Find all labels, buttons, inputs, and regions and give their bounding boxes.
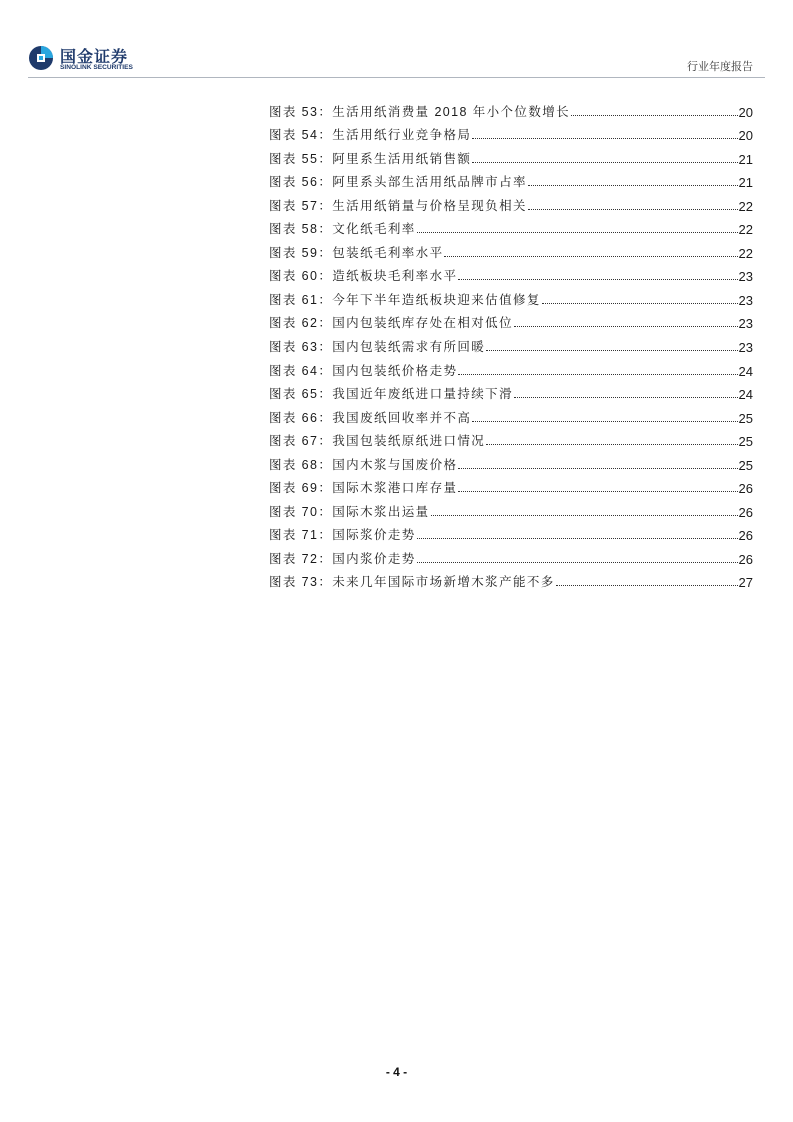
- toc-entry[interactable]: [269, 567, 753, 591]
- toc-entry-title: 图表 70：国际木浆出运量: [269, 504, 430, 519]
- toc-entry[interactable]: [269, 520, 753, 544]
- toc-dot-leader: [542, 302, 738, 304]
- toc-entry-page: 24: [738, 363, 753, 379]
- figure-list: [269, 96, 753, 590]
- toc-entry-page: 23: [738, 316, 753, 332]
- header-divider: [28, 77, 765, 78]
- toc-entry-title: 图表 62：国内包装纸库存处在相对低位: [269, 316, 513, 331]
- toc-entry-title: 图表 71：国际浆价走势: [269, 528, 416, 543]
- toc-entry[interactable]: [269, 496, 753, 520]
- toc-dot-leader: [458, 467, 737, 469]
- logo-chinese-name: 国金证券: [60, 47, 129, 66]
- toc-dot-leader: [431, 514, 738, 516]
- toc-entry-page: 26: [738, 504, 753, 520]
- toc-dot-leader: [514, 396, 738, 398]
- toc-entry-page: 24: [738, 387, 753, 403]
- toc-entry-page: 26: [738, 528, 753, 544]
- toc-entry-page: 25: [738, 457, 753, 473]
- toc-entry[interactable]: [269, 96, 753, 120]
- toc-entry-page: 22: [738, 198, 753, 214]
- toc-entry[interactable]: [269, 449, 753, 473]
- toc-entry-title: 图表 61：今年下半年造纸板块迎来估值修复: [269, 292, 541, 307]
- toc-entry-page: 26: [738, 551, 753, 567]
- toc-entry-page: 20: [738, 104, 753, 120]
- toc-dot-leader: [458, 490, 737, 492]
- toc-entry-page: 23: [738, 340, 753, 356]
- toc-entry[interactable]: [269, 473, 753, 497]
- toc-entry[interactable]: [269, 143, 753, 167]
- toc-entry-page: 20: [738, 128, 753, 144]
- toc-entry[interactable]: [269, 284, 753, 308]
- toc-entry-title: 图表 66：我国废纸回收率并不高: [269, 410, 472, 425]
- toc-entry[interactable]: [269, 167, 753, 191]
- toc-entry[interactable]: [269, 120, 753, 144]
- toc-dot-leader: [444, 255, 737, 257]
- toc-entry-page: 27: [738, 575, 753, 591]
- toc-dot-leader: [486, 443, 737, 445]
- toc-entry-title: 图表 72：国内浆价走势: [269, 551, 416, 566]
- toc-dot-leader: [486, 349, 737, 351]
- toc-entry[interactable]: [269, 331, 753, 355]
- toc-entry-title: 图表 65：我国近年废纸进口量持续下滑: [269, 387, 513, 402]
- toc-entry-title: 图表 60：造纸板块毛利率水平: [269, 269, 458, 284]
- toc-entry-title: 图表 58：文化纸毛利率: [269, 222, 416, 237]
- toc-entry-title: 图表 63：国内包装纸需求有所回暖: [269, 340, 486, 355]
- toc-entry-title: 图表 54：生活用纸行业竞争格局: [269, 128, 472, 143]
- toc-entry-page: 26: [738, 481, 753, 497]
- toc-entry-title: 图表 67：我国包装纸原纸进口情况: [269, 434, 486, 449]
- toc-dot-leader: [528, 208, 738, 210]
- toc-entry[interactable]: [269, 355, 753, 379]
- toc-entry-page: 22: [738, 222, 753, 238]
- toc-dot-leader: [528, 184, 738, 186]
- toc-entry-page: 25: [738, 410, 753, 426]
- page-header: [0, 0, 793, 80]
- toc-entry-page: 23: [738, 292, 753, 308]
- toc-entry-title: 图表 56：阿里系头部生活用纸品牌市占率: [269, 175, 527, 190]
- toc-entry-page: 23: [738, 269, 753, 285]
- toc-entry[interactable]: [269, 308, 753, 332]
- toc-dot-leader: [472, 137, 737, 139]
- report-type-label: 行业年度报告: [687, 60, 753, 73]
- toc-entry-page: 25: [738, 434, 753, 450]
- toc-entry[interactable]: [269, 379, 753, 403]
- toc-entry[interactable]: [269, 190, 753, 214]
- toc-dot-leader: [472, 420, 737, 422]
- toc-dot-leader: [571, 114, 738, 116]
- toc-entry-title: 图表 69：国际木浆港口库存量: [269, 481, 458, 496]
- toc-dot-leader: [417, 561, 738, 563]
- toc-dot-leader: [458, 278, 737, 280]
- toc-entry-page: 21: [738, 175, 753, 191]
- toc-entry[interactable]: [269, 237, 753, 261]
- toc-entry[interactable]: [269, 426, 753, 450]
- toc-dot-leader: [458, 373, 737, 375]
- toc-entry-title: 图表 55：阿里系生活用纸销售额: [269, 151, 472, 166]
- toc-entry-title: 图表 68：国内木浆与国废价格: [269, 457, 458, 472]
- toc-entry[interactable]: [269, 543, 753, 567]
- company-logo: [28, 44, 158, 76]
- toc-entry-title: 图表 57：生活用纸销量与价格呈现负相关: [269, 198, 527, 213]
- toc-dot-leader: [514, 325, 738, 327]
- toc-entry-title: 图表 73：未来几年国际市场新增木浆产能不多: [269, 575, 555, 590]
- toc-dot-leader: [472, 161, 737, 163]
- toc-entry-page: 21: [738, 151, 753, 167]
- toc-dot-leader: [556, 584, 738, 586]
- toc-entry[interactable]: [269, 214, 753, 238]
- sinolink-logo-icon: [28, 44, 54, 72]
- toc-dot-leader: [417, 231, 738, 233]
- page-number: - 4 -: [385, 1065, 408, 1079]
- toc-entry[interactable]: [269, 402, 753, 426]
- toc-dot-leader: [417, 537, 738, 539]
- toc-entry[interactable]: [269, 261, 753, 285]
- toc-entry-page: 22: [738, 245, 753, 261]
- toc-entry-title: 图表 59：包装纸毛利率水平: [269, 245, 444, 260]
- logo-english-name: SINOLINK SECURITIES: [60, 64, 133, 71]
- toc-entry-title: 图表 53：生活用纸消费量 2018 年小个位数增长: [269, 104, 571, 119]
- toc-entry-title: 图表 64：国内包装纸价格走势: [269, 363, 458, 378]
